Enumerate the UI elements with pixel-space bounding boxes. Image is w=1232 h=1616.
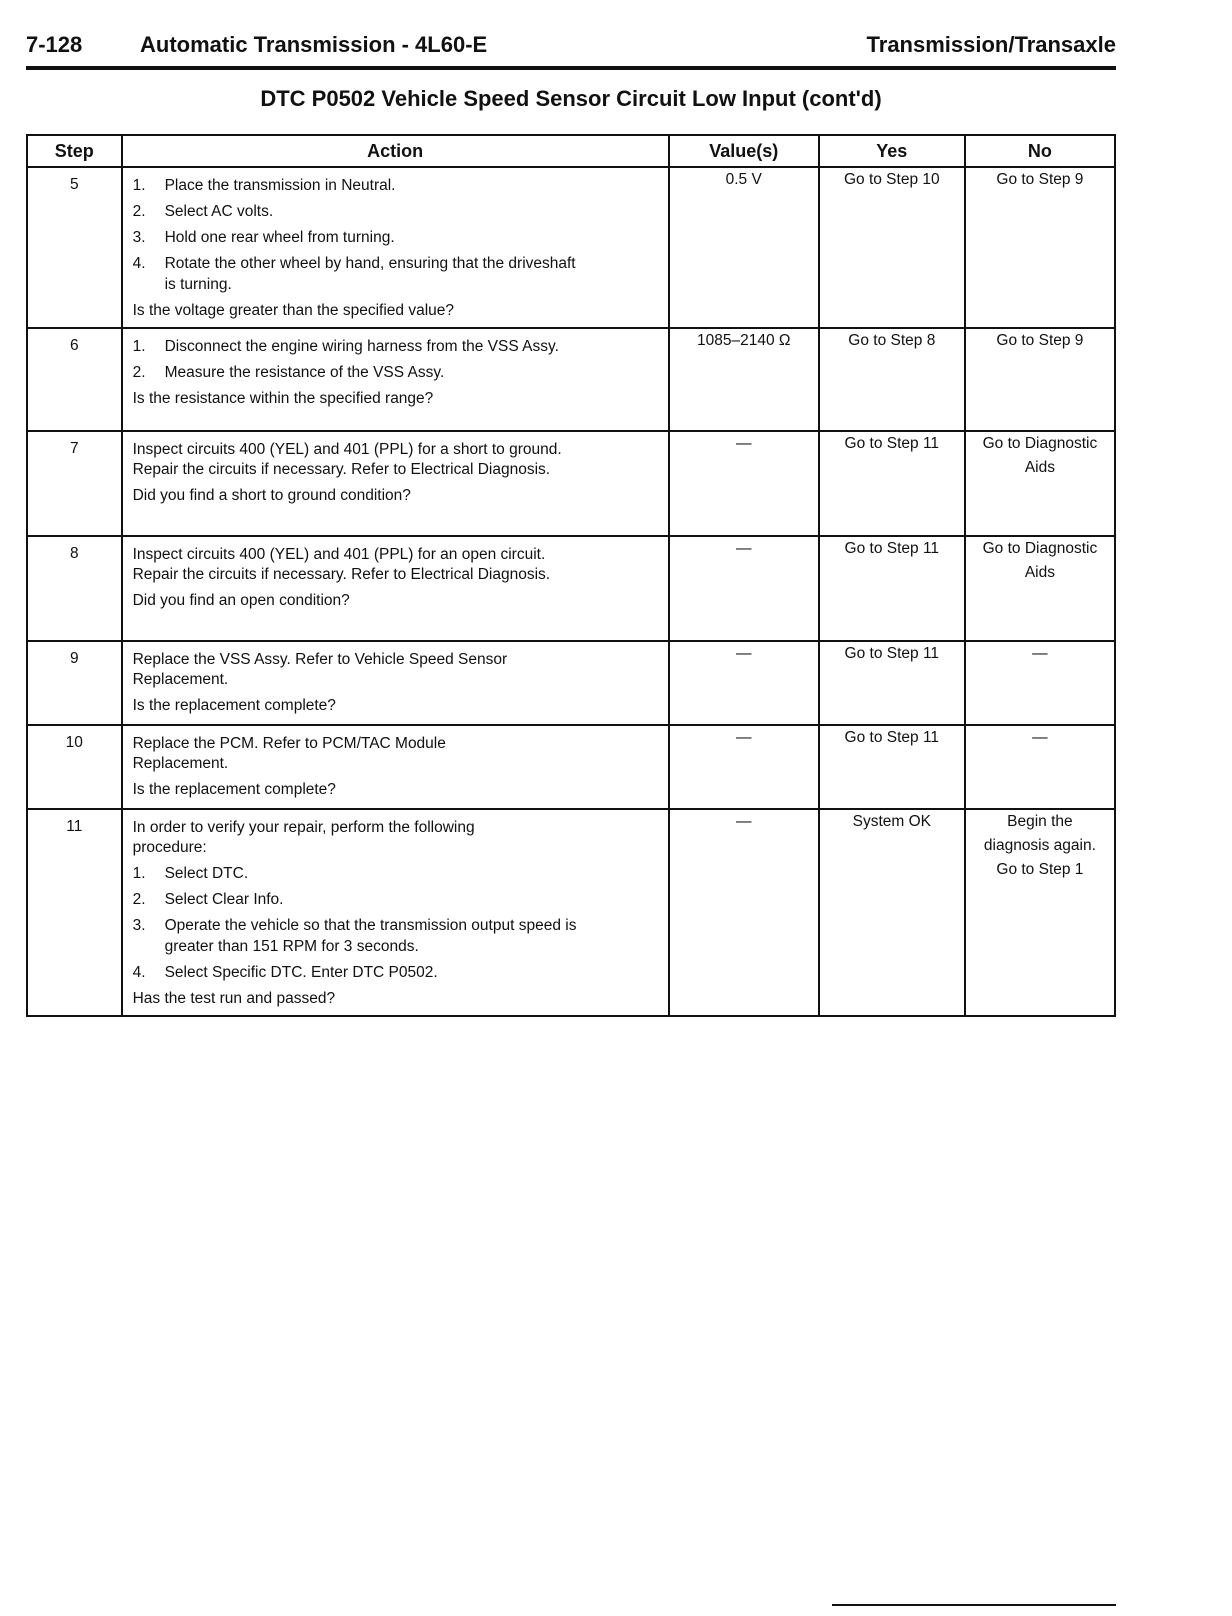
action-question: Is the replacement complete?: [132, 781, 336, 799]
table-header-row: [27, 135, 1115, 167]
column-header-no: No: [965, 135, 1115, 167]
action-question: Is the replacement complete?: [132, 697, 336, 715]
no-cell-line: Go to Step 1: [996, 860, 1084, 878]
step-number: 8: [27, 536, 122, 641]
step-number: 9: [27, 641, 122, 725]
action-text: Inspect circuits 400 (YEL) and 401 (PPL) for a short to ground. Repair the circuits if necessary. Refer to Electrical Diagnosis.: [132, 440, 562, 478]
value-cell: —: [669, 431, 819, 536]
action-question: Did you find a short to ground condition?: [132, 487, 411, 505]
column-header-values: Value(s): [669, 135, 819, 167]
section-title: Transmission/Transaxle: [866, 32, 1116, 57]
table-row: [27, 167, 1115, 328]
action-cell: [122, 725, 669, 809]
no-cell: Go to Step 9: [965, 328, 1115, 431]
step-number: 5: [27, 167, 122, 328]
list-item: 2. Select Clear Info.: [132, 891, 284, 909]
value-cell: —: [669, 809, 819, 1016]
no-cell-line: Aids: [1024, 563, 1055, 581]
no-cell-line: Go to Diagnostic: [982, 434, 1098, 452]
no-cell-line: diagnosis again.: [983, 836, 1096, 854]
no-cell: [965, 536, 1115, 641]
list-item: 1. Disconnect the engine wiring harness from the VSS Assy.: [132, 337, 559, 355]
table-row: [27, 725, 1115, 809]
list-item: 4. Rotate the other wheel by hand, ensuring that the driveshaft is turning.: [132, 255, 576, 293]
list-item: 2. Select AC volts.: [132, 203, 274, 221]
table-row: [27, 536, 1115, 641]
no-cell-line: Go to Diagnostic: [982, 539, 1098, 557]
action-cell: [122, 328, 669, 431]
no-cell-line: Aids: [1024, 458, 1055, 476]
action-cell: [122, 536, 669, 641]
table-row: [27, 431, 1115, 536]
table-row: [27, 328, 1115, 431]
column-header-action: Action: [122, 135, 669, 167]
list-item: 4. Select Specific DTC. Enter DTC P0502.: [132, 963, 438, 981]
value-cell: —: [669, 725, 819, 809]
value-cell: —: [669, 641, 819, 725]
action-text: Replace the PCM. Refer to PCM/TAC Module Replacement.: [132, 734, 446, 772]
no-cell: [965, 431, 1115, 536]
action-question: Did you find an open condition?: [132, 592, 350, 610]
yes-cell: Go to Step 8: [819, 328, 965, 431]
diagnostic-table: [26, 134, 1116, 1017]
value-cell: —: [669, 536, 819, 641]
action-steps-list: [133, 864, 658, 983]
action-text: Inspect circuits 400 (YEL) and 401 (PPL) for an open circuit. Repair the circuits if necessary. Refer to Electrical Diagnosis.: [132, 545, 551, 583]
page-title: DTC P0502 Vehicle Speed Sensor Circuit Low Input (cont'd): [260, 86, 882, 111]
action-text: In order to verify your repair, perform the following procedure:: [132, 818, 475, 856]
table-row: [27, 809, 1115, 1016]
no-cell: Go to Step 9: [965, 167, 1115, 328]
action-steps-list: [133, 337, 658, 383]
footer-rule: [832, 1604, 1116, 1606]
list-item: 3. Hold one rear wheel from turning.: [132, 229, 395, 247]
no-cell: —: [965, 725, 1115, 809]
action-question: Is the voltage greater than the specified value?: [132, 301, 454, 319]
action-question: Has the test run and passed?: [132, 989, 336, 1007]
list-item: 3. Operate the vehicle so that the transmission output speed is greater than 151 RPM for 3 seconds.: [132, 917, 577, 955]
no-cell: [965, 809, 1115, 1016]
chapter-title: Automatic Transmission - 4L60-E: [140, 32, 488, 57]
action-cell: [122, 167, 669, 328]
value-cell: 0.5 V: [669, 167, 819, 328]
yes-cell: Go to Step 11: [819, 725, 965, 809]
step-number: 11: [27, 809, 122, 1016]
page-header: [26, 30, 1116, 70]
step-number: 10: [27, 725, 122, 809]
action-text: Replace the VSS Assy. Refer to Vehicle Speed Sensor Replacement.: [132, 650, 508, 688]
yes-cell: System OK: [819, 809, 965, 1016]
table-row: [27, 641, 1115, 725]
no-cell-line: Begin the: [1007, 812, 1073, 830]
action-cell: [122, 809, 669, 1016]
list-item: 1. Select DTC.: [132, 865, 249, 883]
page-number: 7-128: [26, 32, 83, 57]
value-cell: 1085–2140 Ω: [669, 328, 819, 431]
list-item: 2. Measure the resistance of the VSS Assy.: [132, 363, 445, 381]
step-number: 6: [27, 328, 122, 431]
yes-cell: Go to Step 11: [819, 536, 965, 641]
action-cell: [122, 641, 669, 725]
list-item: 1. Place the transmission in Neutral.: [132, 177, 396, 194]
yes-cell: Go to Step 10: [819, 167, 965, 328]
action-question: Is the resistance within the specified range?: [132, 390, 434, 408]
yes-cell: Go to Step 11: [819, 431, 965, 536]
column-header-yes: Yes: [819, 135, 965, 167]
action-cell: [122, 431, 669, 536]
column-header-step: Step: [27, 135, 122, 167]
step-number: 7: [27, 431, 122, 536]
no-cell: —: [965, 641, 1115, 725]
yes-cell: Go to Step 11: [819, 641, 965, 725]
action-steps-list: [133, 176, 658, 295]
